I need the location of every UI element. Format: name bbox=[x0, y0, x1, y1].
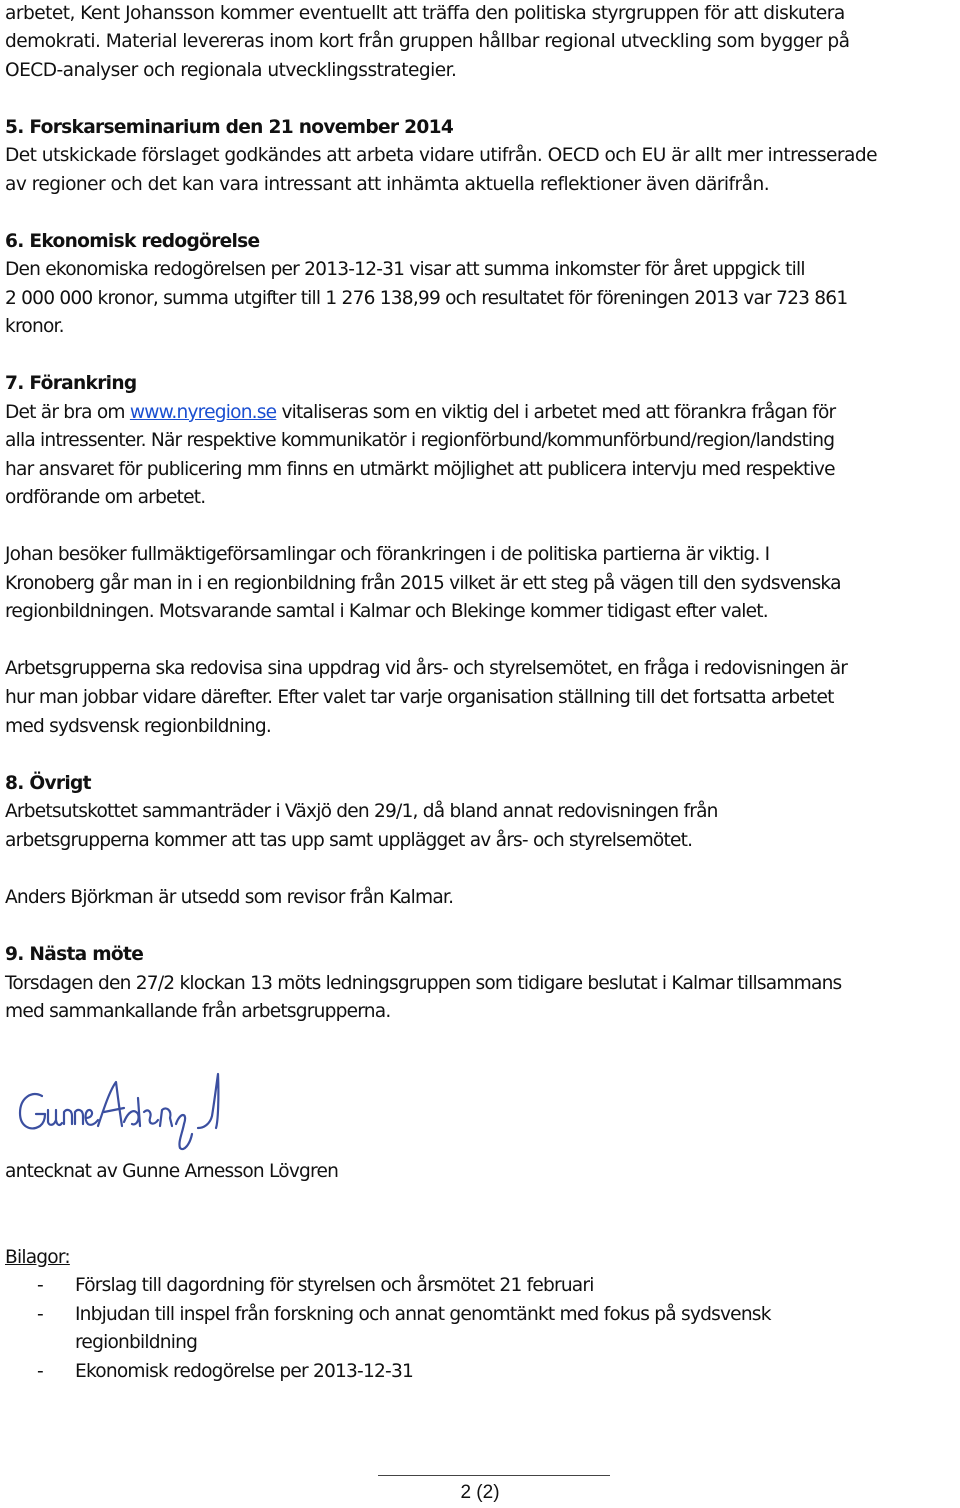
attachment-dash-1: - bbox=[37, 1275, 43, 1296]
section-7-p3-line-1: Arbetsgrupperna ska redovisa sina uppdrag vid års- och styrelsemötet, en fråga i redovisningen är bbox=[5, 658, 848, 679]
section-9-line-1: Torsdagen den 27/2 klockan 13 möts ledningsgruppen som tidigare beslutat i Kalmar tillsammans bbox=[5, 973, 842, 994]
section-6-line-3: kronor. bbox=[5, 316, 64, 337]
section-5-heading: 5. Forskarseminarium den 21 november 2014 bbox=[5, 117, 454, 138]
attachment-dash-3: - bbox=[37, 1361, 43, 1382]
attachment-item-2-text-cont: regionbildning bbox=[75, 1332, 198, 1353]
section-7-line-1-post: vitaliseras som en viktig del i arbetet med att förankra frågan för bbox=[276, 402, 836, 423]
page-number: 2 (2) bbox=[460, 1482, 500, 1503]
intro-line-1: arbetet, Kent Johansson kommer eventuellt att träffa den politiska styrgruppen för att diskutera bbox=[5, 3, 845, 24]
attachment-item-3 bbox=[0, 1358, 960, 1386]
annotated-by: antecknat av Gunne Arnesson Lövgren bbox=[5, 1161, 339, 1182]
section-8-line-1: Arbetsutskottet sammanträder i Växjö den 29/1, då bland annat redovisningen från bbox=[5, 801, 718, 822]
section-7-p3-line-2: hur man jobbar vidare därefter. Efter valet tar varje organisation ställning till det fortsatta arbetet bbox=[5, 687, 834, 708]
section-7-line-1-pre: Det är bra om bbox=[5, 402, 130, 423]
attachment-item-1 bbox=[0, 1272, 960, 1300]
attachment-item-2-text: Inbjudan till inspel från forskning och annat genomtänkt med fokus på sydsvensk bbox=[75, 1304, 771, 1325]
section-7-line-2: alla intressenter. När respektive kommunikatör i regionförbund/kommunförbund/region/landsting bbox=[5, 430, 835, 451]
section-6-line-2: 2 000 000 kronor, summa utgifter till 1 276 138,99 och resultatet för föreningen 2013 var 723 861 bbox=[5, 288, 848, 309]
section-5-line-2: av regioner och det kan vara intressant att inhämta aktuella reflektioner även därifrån. bbox=[5, 174, 770, 195]
section-6-heading: 6. Ekonomisk redogörelse bbox=[5, 231, 260, 252]
attachment-item-2-cont bbox=[0, 1329, 960, 1357]
intro-line-3: OECD-analyser och regionala utvecklingsstrategier. bbox=[5, 60, 457, 81]
footer-divider bbox=[378, 1475, 610, 1476]
section-5-line-1: Det utskickade förslaget godkändes att arbeta vidare utifrån. OECD och EU är allt mer intresserade bbox=[5, 145, 877, 166]
section-7-p2-line-3: regionbildningen. Motsvarande samtal i Kalmar och Blekinge kommer tidigast efter valet. bbox=[5, 601, 768, 622]
section-8-heading: 8. Övrigt bbox=[5, 773, 91, 794]
nyregion-link[interactable]: www.nyregion.se bbox=[129, 402, 277, 423]
attachment-item-3-text: Ekonomisk redogörelse per 2013-12-31 bbox=[75, 1361, 413, 1382]
section-7-p2-line-1: Johan besöker fullmäktigeförsamlingar och förankringen i de politiska partierna är viktig. I bbox=[5, 544, 770, 565]
attachment-item-1-text: Förslag till dagordning för styrelsen och årsmötet 21 februari bbox=[75, 1275, 594, 1296]
intro-line-2: demokrati. Material levereras inom kort från gruppen hållbar regional utveckling som bygger på bbox=[5, 31, 850, 52]
section-7-line-3: har ansvaret för publicering mm finns en utmärkt möjlighet att publicera intervju med respektive bbox=[5, 459, 835, 480]
section-8-line-2: arbetsgrupperna kommer att tas upp samt upplägget av års- och styrelsemötet. bbox=[5, 830, 693, 851]
attachment-dash-2: - bbox=[37, 1304, 43, 1325]
section-7-line-1 bbox=[5, 399, 835, 427]
section-9-line-2: med sammankallande från arbetsgrupperna. bbox=[5, 1001, 391, 1022]
attachment-item-2 bbox=[0, 1301, 960, 1329]
section-9-heading: 9. Nästa möte bbox=[5, 944, 144, 965]
attachments-heading: Bilagor: bbox=[5, 1247, 70, 1268]
section-6-line-1: Den ekonomiska redogörelsen per 2013-12-31 visar att summa inkomster för året uppgick till bbox=[5, 259, 805, 280]
section-7-p3-line-3: med sydsvensk regionbildning. bbox=[5, 716, 272, 737]
signature-image bbox=[12, 1068, 227, 1153]
section-7-line-4: ordförande om arbetet. bbox=[5, 487, 206, 508]
section-7-heading: 7. Förankring bbox=[5, 373, 137, 394]
section-8-p2-line-1: Anders Björkman är utsedd som revisor från Kalmar. bbox=[5, 887, 454, 908]
section-7-p2-line-2: Kronoberg går man in i en regionbildning från 2015 vilket är ett steg på vägen till den sydsvenska bbox=[5, 573, 841, 594]
